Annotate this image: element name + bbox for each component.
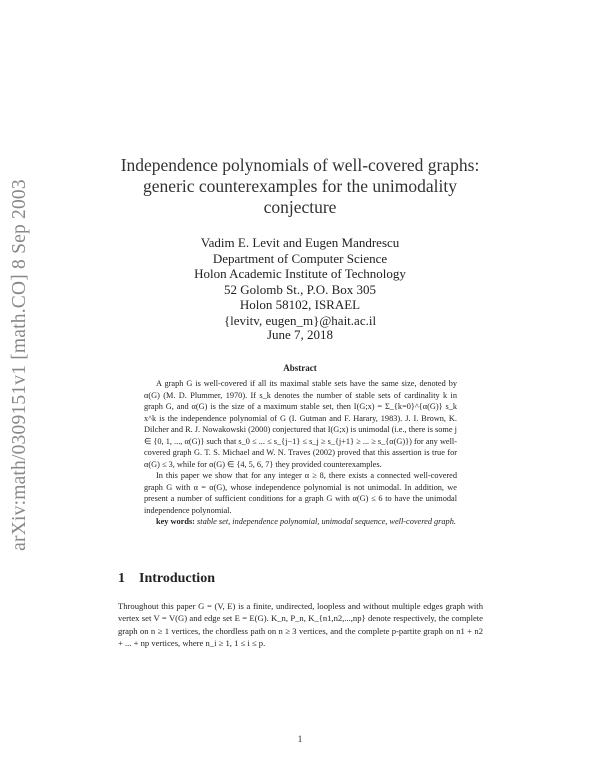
title-line: Independence polynomials of well-covered graphs: [120, 155, 480, 175]
keywords-list: stable set, independence polynomial, unimodal sequence, well-covered graph. [197, 517, 456, 526]
abstract-heading: Abstract [283, 363, 317, 373]
title-line: generic counterexamples for the unimodality [143, 176, 457, 196]
abstract-body [144, 378, 457, 528]
keywords-label: key words: [156, 517, 195, 526]
section-title: Introduction [139, 571, 215, 586]
author-street: 52 Golomb St., P.O. Box 305 [223, 281, 377, 297]
author-block [90, 235, 510, 329]
abstract-paragraph: A graph G is well-covered if all its maximal stable sets have the same size, denoted by α(G) (M. D. Plummer, 1970). If s_k denotes the number of stable sets of cardinality k in graph G, and α(G) is the size of a maximum stable set, then I(G;x) = Σ_{k=0}^{α(G)} s_k x^k is the independence polynomial of G (I. Gutman and F. Harary, 1983). J. I. Brown, K. Dilcher and R. J. Nowakowski (2000) conjectured that I(G;x) is unimodal (i.e., there is some j ∈ {0, 1, ..., α(G)} such that s_0 ≤ ... ≤ s_{j−1} ≤ s_j ≥ s_{j+1} ≥ ... ≥ s_{α(G)}) for any well-covered graph G. T. S. Michael and W. N. Traves (2002) proved that this assertion is true for α(G) ≤ 3, while for α(G) ∈ {4, 5, 6, 7} they provided counterexamples. [144, 379, 457, 469]
author-email: {levitv, eugen_m}@hait.ac.il [223, 312, 377, 328]
section-number: 1 [118, 571, 125, 586]
paper-date: June 7, 2018 [266, 327, 334, 342]
arxiv-identifier [2, 150, 38, 580]
title-line: conjecture [263, 197, 337, 217]
author-city: Holon 58102, ISRAEL [239, 297, 361, 313]
page-number: 1 [297, 734, 303, 744]
author-institution: Holon Academic Institute of Technology [194, 266, 406, 282]
section-heading [118, 571, 229, 587]
keywords [144, 516, 457, 528]
paper-title [90, 155, 510, 218]
intro-paragraph: Throughout this paper G = (V, E) is a finite, undirected, loopless and without multiple edges graph with vertex set V = V(G) and edge set E = E(G). K_n, P_n, K_{n1,n2,...,np} denote respectively, the complete graph on n ≥ 1 vertices, the chordless path on n ≥ 3 vertices, and the complete p-partite graph on n1 + n2 + ... + np vertices, where n_i ≥ 1, 1 ≤ i ≤ p. [118, 601, 483, 649]
intro-body [118, 600, 483, 650]
author-names: Vadim E. Levit and Eugen Mandrescu [200, 235, 400, 250]
arxiv-identifier-text: arXiv:math/0309151v1 [math.CO] 8 Sep 2003 [9, 179, 30, 551]
abstract-paragraph: In this paper we show that for any integer α ≥ 8, there exists a connected well-covered graph G with α = α(G), whose independence polynomial is not unimodal. In addition, we present a number of sufficient conditions for a graph G with α(G) ≤ 6 to have the unimodal independence polynomial. [144, 471, 457, 515]
author-department: Department of Computer Science [212, 250, 388, 266]
